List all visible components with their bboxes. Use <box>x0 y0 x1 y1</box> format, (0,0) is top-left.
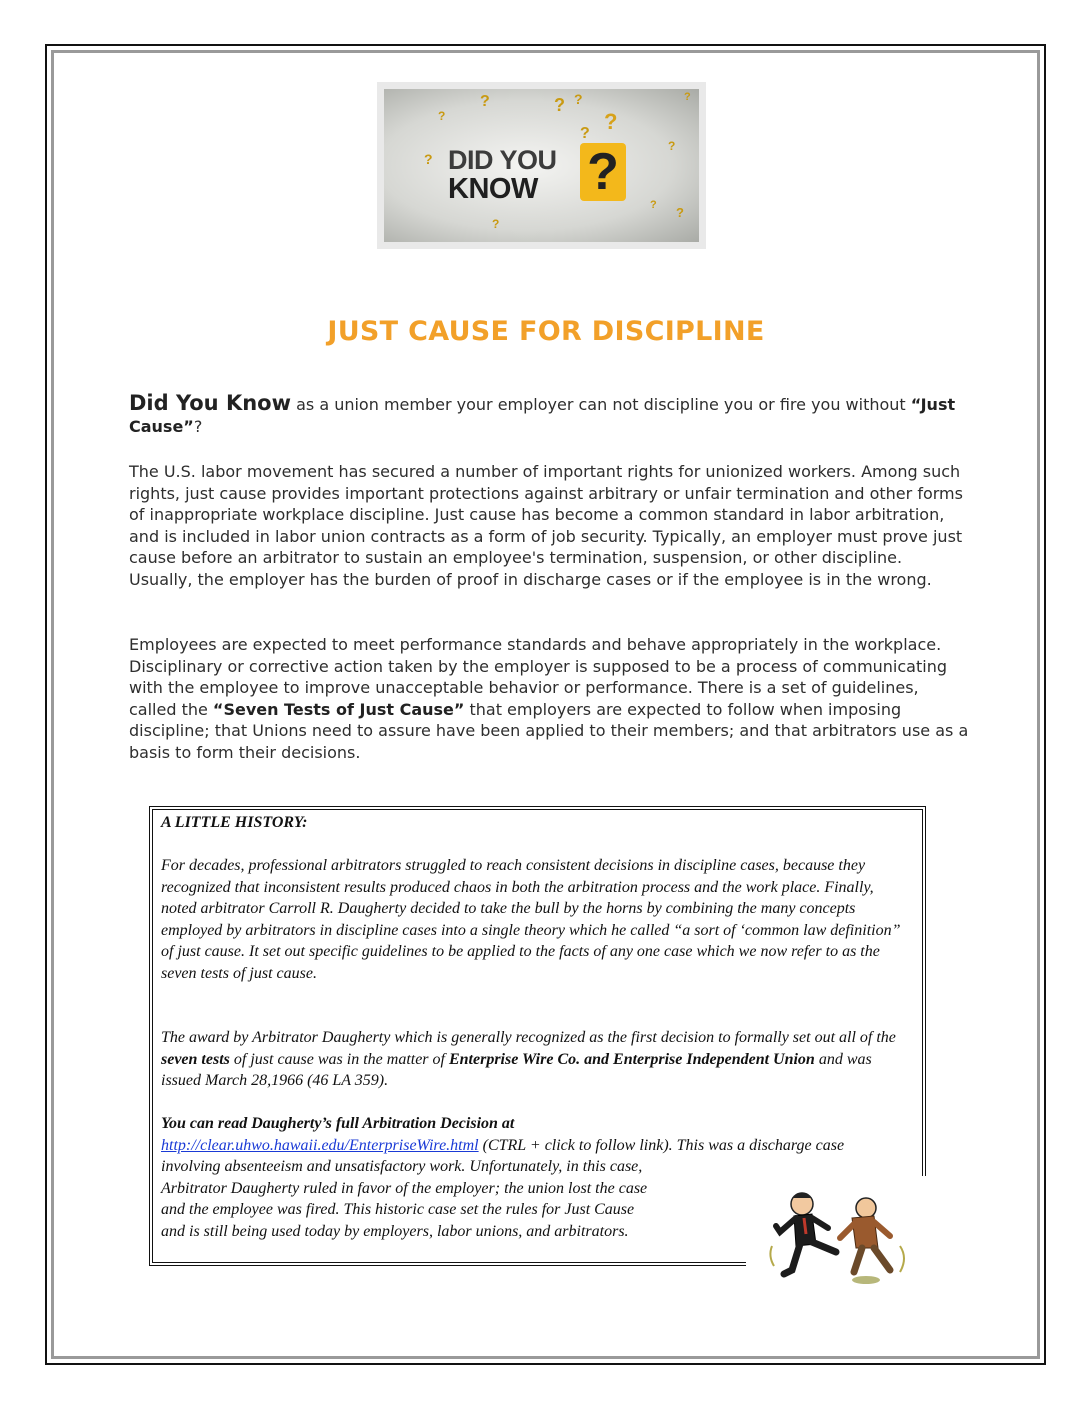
employee-figure <box>840 1198 890 1284</box>
guidelines-text-after: that employers are expected to follow when imposing discipline; that Unions need to assure have been applied to their members; and that arbitrators use as a basis to form their decisions. <box>129 699 969 762</box>
seven-tests-emphasis: “Seven Tests of Just Cause” <box>212 699 465 719</box>
seven-tests-bold: seven tests <box>161 1050 230 1068</box>
history-p3-line: and the employee was fired. This historic case set the rules for Just Cause <box>161 1201 635 1218</box>
question-mark-icon: ? <box>492 217 500 231</box>
arbitration-decision-link[interactable]: http://clear.uhwo.hawaii.edu/EnterpriseWire.html <box>161 1136 479 1154</box>
read-decision-heading: You can read Daugherty’s full Arbitration Decision at <box>161 1115 515 1132</box>
history-heading: A LITTLE HISTORY: <box>161 814 308 831</box>
logo-image <box>384 89 699 242</box>
history-p2-text: The award by Arbitrator Daugherty which is generally recognized as the first decision to formally set out all of the <box>161 1029 896 1046</box>
history-paragraph-1: For decades, professional arbitrators struggled to reach consistent decisions in discipline cases, because they recognized that inconsistent results produced chaos in both the arbitration process and the work place. Finally, noted arbitrator Carroll R. Daugherty decided to take the bull by the horns by combining the many concepts employed by arbitrators in discipline cases into a single theory which he called “a sort of ‘common law definition” of just cause. It set out specific guidelines to be applied to the facts of any one case which we now refer to as the seven tests of just cause. <box>161 857 901 982</box>
history-p2-text: and was issued March 28,1966 (46 LA 359). <box>161 1050 872 1089</box>
history-p3-line: Arbitrator Daugherty ruled in favor of the employer; the union lost the case <box>161 1179 648 1197</box>
intro-end: ? <box>193 416 203 436</box>
question-mark-icon: ? <box>676 205 684 220</box>
boss-figure <box>776 1193 836 1274</box>
logo-text-know: KNOW <box>448 173 538 205</box>
question-mark-icon: ? <box>684 91 691 103</box>
question-mark-icon: ? <box>580 143 626 201</box>
intro-lead: Did You Know <box>129 391 291 415</box>
intro-paragraph <box>129 393 969 437</box>
logo-text-did-you: DID YOU <box>448 145 557 175</box>
just-cause-emphasis: “Just Cause” <box>129 395 956 436</box>
page-title: JUST CAUSE FOR DISCIPLINE <box>327 316 765 347</box>
history-p2-text: of just cause was in the matter of <box>229 1050 449 1068</box>
labor-rights-paragraph: The U.S. labor movement has secured a number of important rights for unionized workers. Among such rights, just cause provides important protections against arbitrary or unfair termination and other forms of inappropriate workplace discipline. Just cause has become a common standard in labor arbitration, and is included in labor union contracts as a form of job security. Typically, an employer must prove just cause before an arbitrator to sustain an employee's termination, suspension, or other discipline. Usually, the employer has the burden of proof in discharge cases or if the employee is in the wrong. <box>129 462 963 589</box>
question-mark-icon: ? <box>480 93 490 110</box>
history-p3-line: and is still being used today by employers, labor unions, and arbitrators. <box>161 1222 629 1240</box>
fired-employee-cartoon <box>766 1186 912 1288</box>
question-mark-icon: ? <box>554 95 565 115</box>
question-mark-icon: ? <box>574 91 583 107</box>
did-you-know-logo <box>377 82 706 249</box>
question-mark-icon: ? <box>438 109 446 123</box>
history-paragraph-2 <box>161 1027 906 1092</box>
question-mark-icon: ? <box>580 125 590 142</box>
intro-text: as a union member your employer can not discipline you or fire you without <box>291 395 911 414</box>
question-mark-icon: ? <box>668 139 676 153</box>
question-mark-icon: ? <box>424 151 433 167</box>
guidelines-paragraph <box>129 634 969 764</box>
enterprise-wire-case: Enterprise Wire Co. and Enterprise Independent Union <box>448 1050 815 1068</box>
question-mark-icon: ? <box>650 199 657 211</box>
history-p3-text: (CTRL + click to follow link). This was a discharge case involving absenteeism and unsatisfactory work. Unfortunately, in this case, <box>161 1136 845 1175</box>
guidelines-text-before: Employees are expected to meet performance standards and behave appropriately in the workplace. Disciplinary or corrective action taken by the employer is supposed to be a process of communicating with the employee to improve unacceptable behavior or performance. There is a set of guidelines, called the <box>129 635 947 719</box>
question-mark-icon: ? <box>604 109 618 134</box>
